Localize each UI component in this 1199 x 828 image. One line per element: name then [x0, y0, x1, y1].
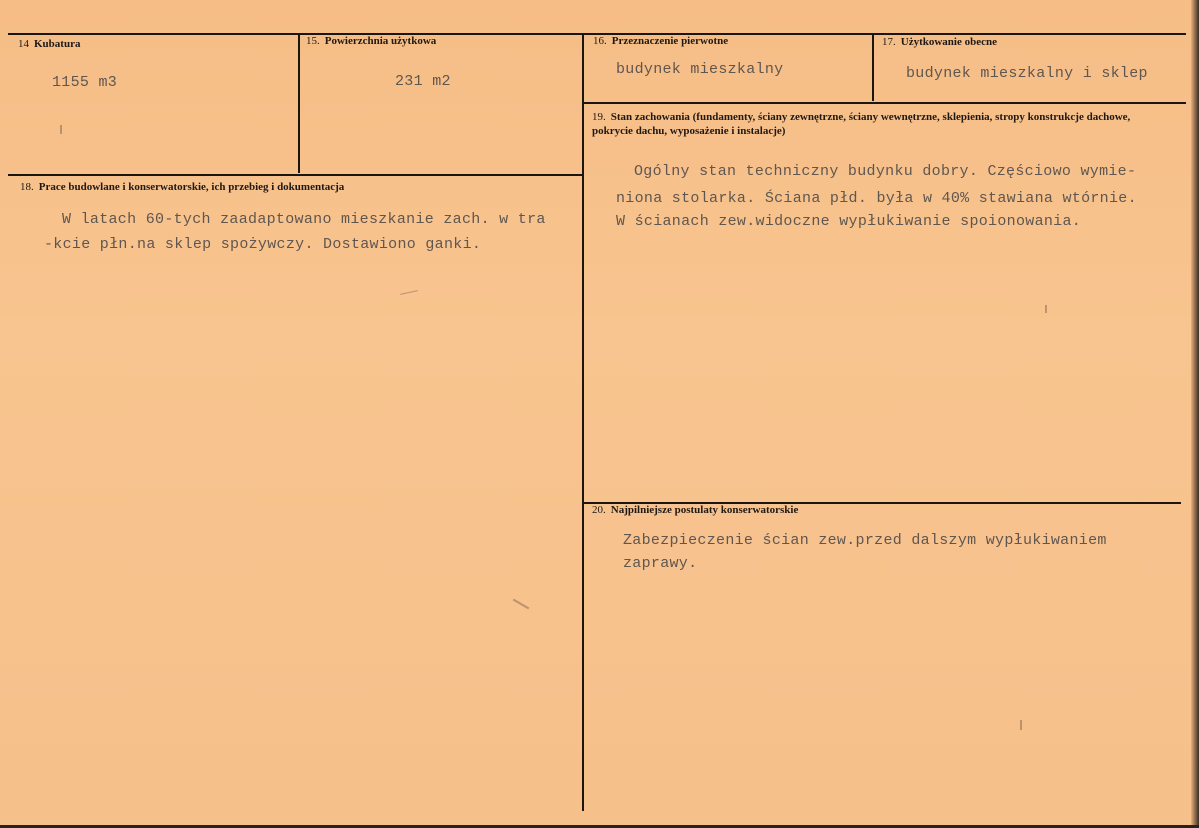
divider-14-15 — [298, 33, 300, 173]
field-15-label — [306, 34, 436, 48]
center-divider — [582, 33, 584, 811]
field-20-title: Najpilniejsze postulaty konserwatorskie — [610, 504, 799, 516]
rule-above-19 — [583, 102, 1186, 104]
field-17-number: 17. — [882, 36, 896, 48]
field-19-line-3: W ścianach zew.widoczne wypłukiwanie spoionowania. — [616, 213, 1082, 230]
field-18-text-area — [0, 200, 582, 260]
field-20-line-2: zaprawy. — [623, 555, 698, 572]
field-20-label — [592, 503, 798, 517]
divider-16-17 — [872, 33, 874, 101]
field-17-title: Użytkowanie obecne — [900, 36, 997, 48]
paper-speck — [1045, 305, 1047, 313]
field-18-line-2: -kcie płn.na sklep spożywczy. Dostawiono ganki. — [44, 236, 482, 253]
field-16-title: Przeznaczenie pierwotne — [611, 35, 729, 47]
field-16-number: 16. — [593, 35, 607, 47]
field-19-title: Stan zachowania (fundamenty, ściany zewnętrzne, ściany wewnętrzne, sklepienia, stropy konstrukcje dachowe, pokrycie dachu, wyposażenie i instalacje) — [592, 111, 1131, 137]
field-17-value: budynek mieszkalny i sklep — [906, 65, 1148, 82]
field-18-line-1: W latach 60-tych zaadaptowano mieszkanie zach. w tra — [62, 211, 546, 228]
field-15-title: Powierzchnia użytkowa — [324, 35, 437, 47]
field-20-number: 20. — [592, 504, 606, 516]
card-edge-shadow — [1191, 0, 1199, 828]
field-19-line-1: Ogólny stan techniczny budynku dobry. Częściowo wymie- — [634, 163, 1137, 180]
field-15-number: 15. — [306, 35, 320, 47]
field-16-label — [593, 34, 728, 48]
field-14-number: 14 — [18, 38, 29, 50]
field-16-value: budynek mieszkalny — [616, 61, 784, 78]
field-18-label — [20, 180, 344, 194]
field-20-line-1: Zabezpieczenie ścian zew.przed dalszym wypłukiwaniem — [623, 532, 1107, 549]
field-14-title: Kubatura — [34, 38, 81, 50]
field-18-number: 18. — [20, 181, 34, 193]
rule-above-18 — [8, 174, 583, 176]
field-14-label — [18, 37, 80, 51]
field-18-title: Prace budowlane i konserwatorskie, ich przebieg i dokumentacja — [38, 181, 345, 193]
field-15-value: 231 m2 — [395, 73, 451, 90]
paper-speck — [60, 125, 62, 134]
paper-speck — [1020, 720, 1022, 730]
field-14-value: 1155 m3 — [52, 74, 118, 91]
field-19-label — [592, 110, 1167, 138]
field-19-line-2: niona stolarka. Ściana płd. była w 40% stawiana wtórnie. — [616, 190, 1137, 207]
field-19-number: 19. — [592, 111, 606, 123]
field-17-label — [882, 35, 997, 49]
